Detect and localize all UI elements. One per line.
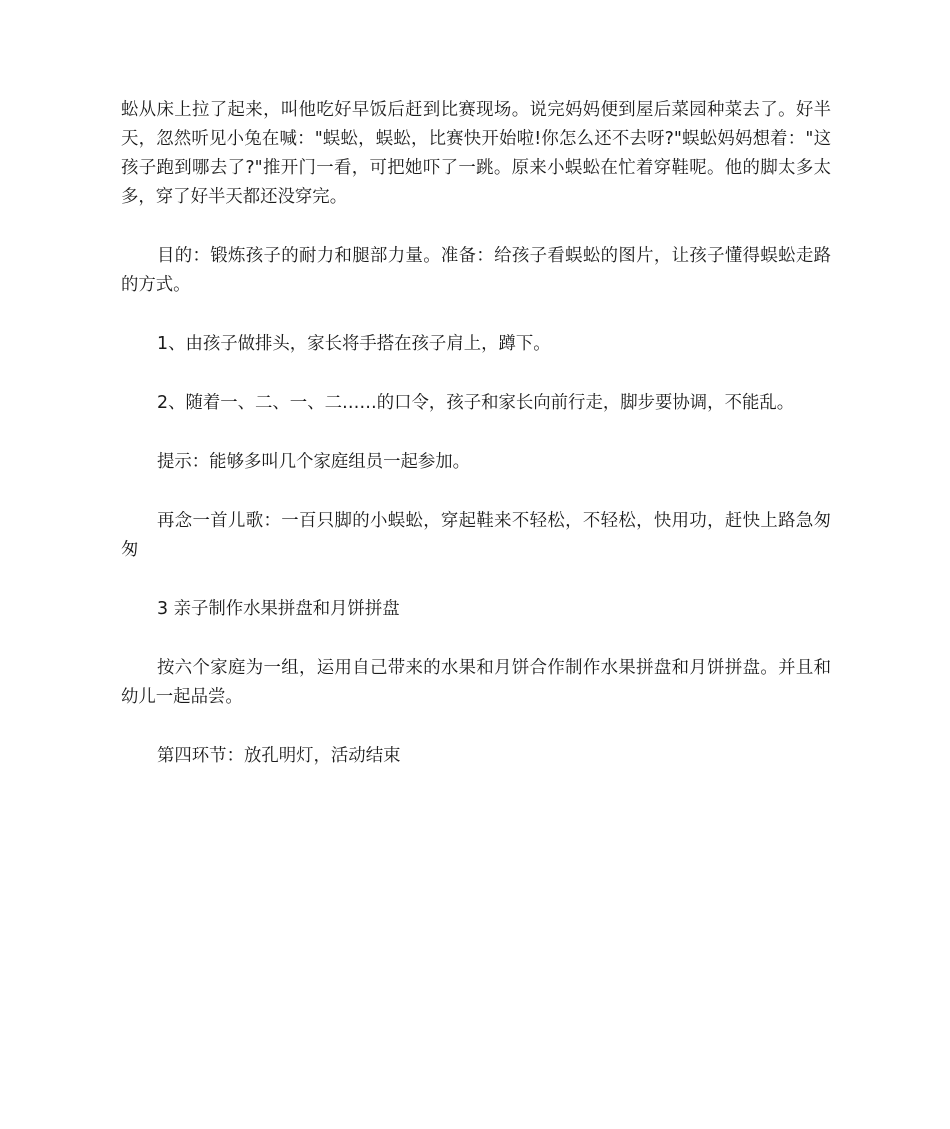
paragraph-rhyme: 再念一首儿歌：一百只脚的小蜈蚣，穿起鞋来不轻松，不轻松，快用功，赶快上路急匆匆 <box>121 511 831 560</box>
paragraph-gap <box>121 300 831 330</box>
document-page <box>121 96 831 771</box>
paragraph-gap <box>121 418 831 448</box>
paragraph-gap <box>121 712 831 742</box>
paragraph-step-2: 2、随着一、二、一、二……的口令，孩子和家长向前行走，脚步要协调，不能乱。 <box>157 393 795 413</box>
paragraph-story: 蚣从床上拉了起来，叫他吃好早饭后赶到比赛现场。说完妈妈便到屋后菜园种菜去了。好半天，忽然听见小兔在喊："蜈蚣，蜈蚣，比赛快开始啦!你怎么还不去呀?"蜈蚣妈妈想着："这孩子跑到哪去了?"推开门一看，可把她吓了一跳。原来小蜈蚣在忙着穿鞋呢。他的脚太多太多，穿了好半天都还没穿完。 <box>121 100 831 207</box>
paragraph-gap <box>121 477 831 507</box>
paragraph-gap <box>121 624 831 654</box>
paragraph-grouping: 按六个家庭为一组，运用自己带来的水果和月饼合作制作水果拼盘和月饼拼盘。并且和幼儿一起品尝。 <box>121 658 831 707</box>
section-heading-3: 3 亲子制作水果拼盘和月饼拼盘 <box>157 599 400 619</box>
paragraph-tip: 提示：能够多叫几个家庭组员一起参加。 <box>157 452 471 472</box>
section-heading-4: 第四环节：放孔明灯，活动结束 <box>157 746 401 766</box>
paragraph-purpose: 目的：锻炼孩子的耐力和腿部力量。准备：给孩子看蜈蚣的图片，让孩子懂得蜈蚣走路的方式。 <box>121 246 831 295</box>
paragraph-gap <box>121 212 831 242</box>
paragraph-gap <box>121 359 831 389</box>
paragraph-step-1: 1、由孩子做排头，家长将手搭在孩子肩上，蹲下。 <box>157 334 551 354</box>
paragraph-gap <box>121 565 831 595</box>
